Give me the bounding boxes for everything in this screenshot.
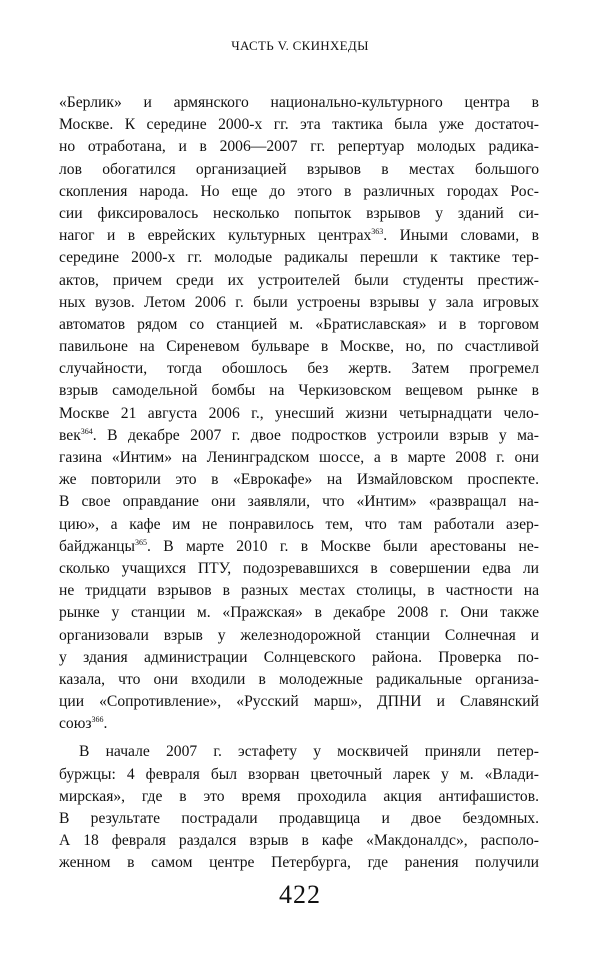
text-line	[59, 425, 539, 447]
line-text-continued: . Иными словами, в	[383, 227, 539, 245]
text-line	[59, 580, 539, 602]
line-text: нагог и в еврейских культурных центрах	[59, 227, 372, 245]
footnote-ref[interactable]: 366	[91, 715, 104, 725]
line-text: середине 2000-х гг. молодые радикалы перешли к тактике тер-	[59, 249, 539, 267]
text-line	[59, 136, 539, 158]
line-text: союз	[59, 715, 92, 733]
line-text: лов обогатился организацией взрывов в местах большого	[59, 160, 539, 178]
text-line	[59, 669, 539, 691]
text-line	[59, 713, 539, 735]
footnote-ref[interactable]: 364	[80, 426, 93, 436]
line-text: мирская», где в это время проходила акция антифашистов.	[59, 787, 539, 805]
line-text: буржцы: 4 февраля был взорван цветочный ларек у м. «Влади-	[59, 765, 539, 783]
line-text: Москве. К середине 2000-х гг. эта тактика была уже достаточ-	[59, 116, 539, 134]
line-text: век	[59, 426, 81, 444]
text-line	[59, 602, 539, 624]
line-text-continued: . В марте 2010 г. в Москве были арестованы не-	[147, 537, 539, 555]
line-text: скопления народа. Но еще до этого в различных городах Рос-	[59, 182, 539, 200]
text-line	[59, 514, 539, 536]
text-line	[59, 691, 539, 713]
text-line	[59, 625, 539, 647]
text-line	[59, 447, 539, 469]
line-text: ных вузов. Летом 2006 г. были устроены взрывы у зала игровых	[59, 293, 539, 311]
text-line	[59, 292, 539, 314]
line-text-continued: .	[103, 715, 108, 733]
line-text: женном в самом центре Петербурга, где ранения получили	[59, 854, 539, 872]
text-line	[59, 358, 539, 380]
text-line	[59, 647, 539, 669]
line-text: но отработана, и в 2006—2007 гг. репертуар молодых радика-	[59, 138, 539, 156]
line-text: взрыв самодельной бомбы на Черкизовском вещевом рынке в	[59, 382, 539, 400]
line-text-continued: . В декабре 2007 г. двое подростков устроили взрыв у ма-	[92, 426, 539, 444]
line-text: же повторили это в «Еврокафе» на Измайловском проспекте.	[59, 471, 539, 489]
line-text: сколько учащихся ПТУ, подозревавшихся в совершении едва ли	[59, 559, 539, 577]
page-number: 422	[279, 880, 321, 909]
text-line	[59, 247, 539, 269]
line-text: казала, что они входили в молодежные радикальные организа-	[59, 670, 539, 688]
line-text: А 18 февраля раздался взрыв в кафе «Макдоналдс», располо-	[59, 832, 539, 850]
line-text: Москве 21 августа 2006 г., унесший жизни четырнадцати чело-	[59, 404, 539, 422]
running-head: ЧАСТЬ V. СКИНХЕДЫ	[231, 38, 369, 53]
line-text: байджанцы	[59, 537, 135, 555]
text-line	[59, 203, 539, 225]
text-line	[59, 314, 539, 336]
line-text: «Берлик» и армянского национально-культурного центра в	[59, 94, 539, 111]
line-text: рынке у станции м. «Пражская» в декабре 2008 г. Они также	[59, 604, 539, 622]
text-line	[59, 536, 539, 558]
line-text: В результате пострадали продавщица и двое бездомных.	[59, 810, 539, 827]
text-line	[59, 225, 539, 247]
line-text: у здания администрации Солнцевского района. Проверка по-	[59, 648, 539, 666]
footnote-ref[interactable]: 365	[135, 537, 147, 547]
text-line	[59, 491, 539, 513]
text-line	[59, 92, 539, 114]
text-line	[59, 380, 539, 402]
line-text: цию», а кафе им не понравилось тем, что там работали азер-	[59, 515, 539, 533]
line-text: случайности, тогда обошлось без жертв. Затем прогремел	[59, 360, 539, 378]
text-line	[59, 114, 539, 136]
line-text: организовали взрыв у железнодорожной станции Солнечная и	[59, 626, 539, 644]
text-line	[59, 830, 539, 852]
line-text: газина «Интим» на Ленинградском шоссе, а в марте 2008 г. они	[59, 449, 539, 466]
text-line	[59, 159, 539, 181]
text-line	[59, 181, 539, 203]
line-text: В начале 2007 г. эстафету у москвичей приняли петер-	[79, 743, 539, 761]
text-line	[59, 270, 539, 292]
text-line	[59, 403, 539, 425]
line-text: актов, причем среди их устроителей были студенты престиж-	[59, 271, 539, 289]
line-text: сии фиксировалось несколько попыток взрывов у зданий си-	[59, 204, 539, 222]
footnote-ref[interactable]: 363	[371, 227, 384, 237]
text-line	[59, 808, 539, 830]
text-line	[59, 336, 539, 358]
line-text: павильоне на Сиреневом бульваре в Москве, но, по счастливой	[59, 338, 539, 356]
line-text: ции «Сопротивление», «Русский марш», ДПНИ и Славянский	[59, 693, 539, 711]
text-line	[59, 786, 539, 808]
line-text: автоматов рядом со станцией м. «Братиславская» и в торговом	[59, 315, 539, 333]
text-line	[59, 852, 539, 874]
text-line	[59, 741, 539, 763]
line-text: не тридцати взрывов в разных местах столицы, в частности на	[59, 582, 539, 600]
text-line	[59, 558, 539, 580]
line-text: В свое оправдание они заявляли, что «Интим» «развращал на-	[59, 493, 539, 511]
text-line	[59, 469, 539, 491]
text-line	[59, 764, 539, 786]
body-text	[59, 92, 539, 875]
